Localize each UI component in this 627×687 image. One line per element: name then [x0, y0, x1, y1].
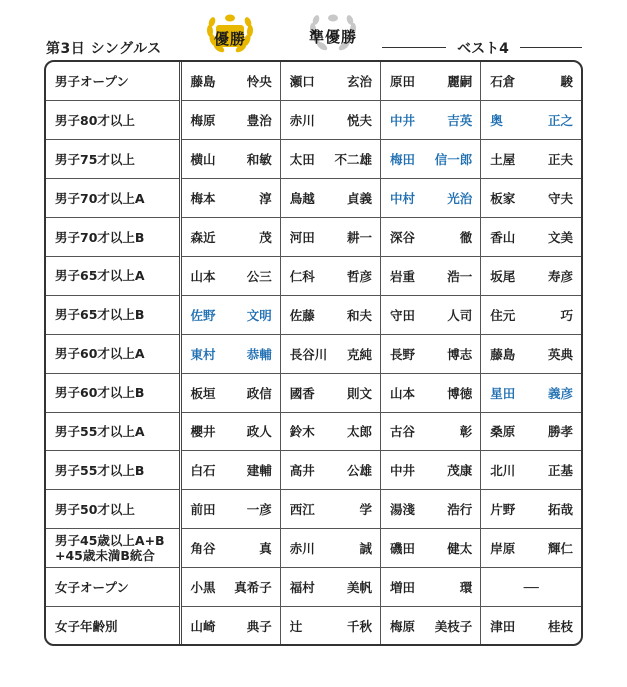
category-label: 男子55才以上B: [55, 462, 145, 478]
table-row: [46, 373, 581, 412]
player-cell: [180, 373, 280, 412]
player-surname: 太田: [289, 152, 315, 168]
player-surname: 中井: [390, 113, 416, 129]
player-surname: 中村: [390, 191, 416, 207]
player-cell: [481, 373, 581, 412]
player-cell: [280, 568, 380, 607]
player-name: [182, 111, 280, 129]
player-name: [182, 539, 280, 557]
player-cell: [280, 140, 380, 179]
player-cell: [280, 451, 380, 490]
player-name: [481, 617, 581, 635]
player-name: [281, 384, 380, 402]
player-given-name: 則文: [346, 385, 372, 401]
category-label: +45歳未満B統合: [55, 548, 155, 564]
player-name: [281, 306, 380, 324]
table-row: [46, 412, 581, 451]
empty-placeholder: ──: [523, 579, 539, 595]
category-cell: [46, 412, 180, 451]
player-surname: 鳥越: [289, 191, 315, 207]
player-surname: 桑原: [490, 424, 516, 440]
player-cell: [180, 490, 280, 529]
player-given-name: 淳: [259, 191, 272, 207]
player-given-name: 哲彦: [346, 268, 372, 284]
player-cell: [280, 256, 380, 295]
player-given-name: 怜央: [246, 74, 272, 90]
player-surname: 奥: [490, 113, 503, 129]
player-surname: 西江: [289, 502, 315, 518]
player-given-name: 耕一: [346, 230, 372, 245]
category-cell: [46, 334, 180, 373]
player-name: [182, 617, 280, 635]
category-label: 男子60才以上B: [55, 385, 145, 401]
player-name: [381, 228, 480, 246]
player-name: [182, 461, 280, 479]
player-cell: [180, 140, 280, 179]
player-surname: 住元: [490, 307, 516, 323]
category-label: 男子75才以上: [55, 151, 135, 167]
player-surname: 前田: [190, 502, 216, 518]
player-cell: [180, 101, 280, 140]
player-surname: 赤川: [289, 541, 315, 557]
player-cell: [180, 451, 280, 490]
player-given-name: 浩行: [447, 502, 473, 518]
player-cell: [481, 529, 581, 568]
table-row: [46, 568, 581, 607]
player-name: [481, 150, 581, 168]
player-cell: [481, 568, 581, 607]
player-surname: 小黒: [190, 580, 216, 596]
player-cell: [481, 334, 581, 373]
player-surname: 長野: [390, 346, 416, 362]
player-name: [281, 539, 380, 557]
category-label: 男子65才以上A: [55, 268, 145, 284]
player-name: [381, 111, 480, 129]
best4-header: [382, 38, 582, 58]
player-name: [182, 500, 280, 518]
player-cell: [381, 140, 481, 179]
category-cell: [46, 490, 180, 529]
table-row: [46, 140, 581, 179]
player-name: [281, 72, 380, 90]
player-given-name: 文美: [547, 230, 573, 245]
player-surname: 梅原: [190, 113, 216, 129]
player-cell: [180, 606, 280, 645]
player-cell: [481, 451, 581, 490]
player-given-name: 巧: [560, 307, 573, 323]
player-cell: [180, 412, 280, 451]
player-given-name: 悦夫: [346, 113, 372, 129]
player-given-name: 真: [259, 541, 272, 557]
player-cell: [381, 256, 481, 295]
player-surname: 岩重: [390, 268, 416, 284]
player-given-name: 和夫: [346, 307, 372, 323]
player-name: [182, 345, 280, 363]
player-surname: 香山: [490, 230, 516, 245]
player-name: [381, 306, 480, 324]
player-name: [281, 617, 380, 635]
player-given-name: 駿: [560, 74, 573, 90]
player-surname: 森近: [190, 230, 216, 245]
player-given-name: 真希子: [234, 580, 272, 596]
player-surname: 湯淺: [390, 502, 416, 518]
player-name: [481, 345, 581, 363]
category-label: 男子55才以上A: [55, 423, 145, 439]
category-cell: [46, 568, 180, 607]
player-name: [381, 578, 480, 596]
player-cell: [381, 218, 481, 257]
player-surname: 高井: [289, 463, 315, 479]
player-given-name: 勝孝: [547, 424, 573, 440]
player-given-name: 光治: [447, 191, 473, 207]
player-given-name: 美帆: [346, 580, 372, 596]
player-given-name: 麗嗣: [447, 74, 473, 90]
player-given-name: 克純: [346, 346, 372, 362]
player-surname: 坂尾: [490, 268, 516, 284]
player-surname: 原田: [390, 74, 416, 90]
player-cell: [381, 606, 481, 645]
player-cell: [280, 373, 380, 412]
table-row: [46, 62, 581, 101]
player-cell: [481, 490, 581, 529]
player-cell: [180, 218, 280, 257]
player-surname: 梅本: [190, 191, 216, 207]
player-name: [481, 72, 581, 90]
player-name: [481, 228, 581, 246]
player-surname: 藤島: [190, 74, 216, 90]
player-cell: [180, 568, 280, 607]
results-table: [44, 60, 583, 646]
player-cell: [481, 412, 581, 451]
table-row: [46, 101, 581, 140]
category-label: 男子70才以上A: [55, 190, 145, 206]
player-given-name: 茂: [259, 230, 272, 245]
player-cell: [280, 529, 380, 568]
player-name: [281, 422, 380, 440]
player-given-name: 太郎: [346, 424, 372, 440]
player-name: [481, 422, 581, 440]
player-given-name: 茂康: [447, 463, 473, 479]
category-label: 男子60才以上A: [55, 346, 145, 362]
player-cell: [180, 62, 280, 101]
category-label: 女子年齢別: [55, 618, 118, 634]
player-surname: 赤川: [289, 113, 315, 129]
player-name: [182, 267, 280, 285]
player-name: [381, 539, 480, 557]
player-given-name: 英典: [547, 346, 573, 362]
player-given-name: 貞義: [346, 191, 372, 207]
player-cell: [180, 529, 280, 568]
player-surname: 河田: [289, 230, 315, 245]
player-given-name: 信一郎: [434, 152, 473, 168]
player-given-name: 徹: [459, 230, 473, 245]
player-cell: [381, 62, 481, 101]
category-cell: [46, 606, 180, 645]
results-grid: [46, 62, 581, 645]
player-name: [381, 500, 480, 518]
player-name: [281, 578, 380, 596]
winner-label: 優勝: [213, 30, 246, 48]
table-row: [46, 451, 581, 490]
player-surname: 津田: [490, 619, 516, 635]
player-surname: 深谷: [390, 230, 416, 245]
player-cell: [180, 179, 280, 218]
category-cell: [46, 179, 180, 218]
player-name: [381, 189, 480, 207]
table-row: [46, 529, 581, 568]
category-cell: [46, 140, 180, 179]
player-surname: 白石: [190, 463, 216, 479]
player-cell: [381, 295, 481, 334]
player-name: [281, 111, 380, 129]
best4-line-left: [382, 47, 446, 48]
player-cell: [481, 218, 581, 257]
player-name: [182, 306, 280, 324]
runnerup-badge: [307, 14, 359, 56]
player-surname: 仁科: [289, 268, 315, 284]
player-surname: 星田: [490, 385, 516, 401]
player-given-name: 健太: [447, 541, 473, 557]
player-cell: [381, 529, 481, 568]
player-surname: 辻: [289, 619, 303, 635]
player-surname: 増田: [390, 580, 416, 596]
player-surname: 長谷川: [289, 346, 328, 362]
player-given-name: 輝仁: [547, 541, 573, 557]
player-surname: 角谷: [190, 541, 216, 557]
player-given-name: 豊治: [246, 113, 272, 129]
category-label: 男子45歳以上A+B: [55, 533, 165, 549]
player-cell: [481, 101, 581, 140]
category-label: 女子オープン: [55, 579, 129, 595]
player-given-name: 人司: [447, 307, 473, 323]
player-given-name: 義彦: [547, 385, 573, 401]
player-given-name: 彰: [459, 424, 473, 440]
category-label: 男子70才以上B: [55, 229, 145, 245]
category-label: 男子50才以上: [55, 501, 135, 517]
player-surname: 山崎: [190, 619, 216, 635]
player-cell: [381, 451, 481, 490]
player-given-name: 一彦: [246, 502, 272, 518]
category-cell: [46, 62, 180, 101]
player-name: [182, 578, 280, 596]
player-cell: [481, 256, 581, 295]
player-name: [481, 461, 581, 479]
player-cell: [280, 490, 380, 529]
table-row: [46, 179, 581, 218]
player-cell: [381, 373, 481, 412]
player-cell: [280, 412, 380, 451]
player-cell: [280, 101, 380, 140]
best4-label: ベスト4: [457, 41, 509, 57]
player-name: [281, 345, 380, 363]
player-given-name: 文明: [246, 307, 272, 323]
player-given-name: 美枝子: [434, 619, 473, 635]
player-name: [481, 384, 581, 402]
player-given-name: 誠: [359, 541, 372, 557]
player-surname: 板家: [490, 191, 516, 207]
player-given-name: 典子: [246, 619, 272, 635]
player-surname: 梅原: [390, 619, 416, 635]
player-name: [182, 150, 280, 168]
player-surname: 櫻井: [190, 424, 216, 440]
player-cell: [180, 295, 280, 334]
player-name: [281, 189, 380, 207]
player-given-name: 不二雄: [334, 152, 372, 168]
player-name: [481, 500, 581, 518]
player-name: [182, 189, 280, 207]
player-given-name: 玄治: [346, 74, 372, 90]
player-surname: 中井: [390, 463, 416, 479]
player-cell: [481, 179, 581, 218]
player-surname: 岸原: [490, 541, 516, 557]
category-label: 男子65才以上B: [55, 307, 145, 323]
player-cell: [280, 295, 380, 334]
player-given-name: 桂枝: [547, 619, 573, 635]
table-row: [46, 295, 581, 334]
page-title: 第3日 シングルス: [46, 41, 162, 57]
table-row: [46, 606, 581, 645]
player-given-name: 公三: [246, 268, 272, 284]
player-cell: [280, 179, 380, 218]
category-cell: [46, 373, 180, 412]
player-cell: [381, 412, 481, 451]
player-surname: 瀬口: [289, 74, 315, 90]
player-name: [481, 111, 581, 129]
player-surname: 福村: [289, 580, 315, 596]
player-name: [281, 500, 380, 518]
player-given-name: 環: [459, 580, 473, 596]
player-name: [381, 267, 480, 285]
player-name: [381, 72, 480, 90]
player-name: [281, 150, 380, 168]
player-name: [381, 345, 480, 363]
player-given-name: 博徳: [447, 385, 473, 401]
player-given-name: 政信: [246, 385, 272, 401]
runnerup-label: 準優勝: [308, 28, 357, 46]
player-cell: [481, 295, 581, 334]
category-cell: [46, 256, 180, 295]
player-given-name: 政人: [246, 424, 272, 440]
player-given-name: 恭輔: [246, 346, 272, 362]
player-name: [182, 384, 280, 402]
category-cell: [46, 101, 180, 140]
player-name: [281, 267, 380, 285]
player-surname: 板垣: [190, 385, 216, 401]
player-cell: [381, 490, 481, 529]
player-given-name: 学: [359, 502, 372, 518]
player-given-name: 拓哉: [547, 502, 573, 518]
player-given-name: 建輔: [246, 463, 272, 479]
player-name: [182, 422, 280, 440]
player-surname: 國香: [289, 385, 315, 401]
player-surname: 東村: [190, 346, 216, 362]
player-surname: 守田: [390, 307, 416, 323]
player-name: [182, 72, 280, 90]
player-surname: 片野: [490, 502, 516, 518]
player-cell: [481, 140, 581, 179]
category-label: 男子80才以上: [55, 112, 135, 128]
table-row: [46, 490, 581, 529]
player-surname: 佐野: [190, 307, 216, 323]
player-cell: [381, 179, 481, 218]
winner-badge: [204, 14, 256, 56]
player-surname: 石倉: [490, 74, 516, 90]
best4-line-right: [520, 47, 582, 48]
player-given-name: 正基: [547, 463, 573, 479]
table-row: [46, 218, 581, 257]
player-surname: 磯田: [390, 541, 416, 557]
category-cell: [46, 529, 180, 568]
player-given-name: 寿彦: [547, 268, 573, 284]
player-cell: [280, 606, 380, 645]
player-cell: [481, 606, 581, 645]
player-surname: 山本: [190, 268, 216, 284]
player-given-name: 吉英: [447, 113, 473, 129]
player-cell: [481, 62, 581, 101]
player-cell: [280, 334, 380, 373]
player-cell: [280, 62, 380, 101]
player-name: [481, 189, 581, 207]
player-name: [182, 228, 280, 246]
player-surname: 古谷: [390, 424, 416, 440]
player-name: [381, 422, 480, 440]
table-row: [46, 256, 581, 295]
player-given-name: 正之: [547, 113, 573, 129]
player-name: [281, 228, 380, 246]
player-name: [281, 461, 380, 479]
player-name: [381, 384, 480, 402]
table-row: [46, 334, 581, 373]
player-name: [481, 306, 581, 324]
player-given-name: 浩一: [447, 268, 473, 284]
player-given-name: 正夫: [547, 152, 573, 168]
player-name: [381, 617, 480, 635]
player-surname: 鈴木: [289, 424, 315, 440]
player-cell: [381, 568, 481, 607]
player-given-name: 博志: [447, 346, 473, 362]
player-surname: 山本: [390, 385, 416, 401]
player-cell: [280, 218, 380, 257]
category-cell: [46, 295, 180, 334]
player-given-name: 和敏: [246, 152, 272, 168]
player-surname: 梅田: [390, 152, 416, 168]
player-name: [481, 539, 581, 557]
player-surname: 佐藤: [289, 307, 315, 323]
player-given-name: 千秋: [346, 619, 372, 635]
category-cell: [46, 218, 180, 257]
player-cell: [180, 334, 280, 373]
category-cell: [46, 451, 180, 490]
results-body: [46, 62, 581, 645]
player-name: [381, 150, 480, 168]
player-given-name: 守夫: [547, 191, 573, 207]
player-given-name: 公雄: [346, 463, 372, 479]
player-surname: 横山: [190, 152, 216, 168]
player-name: [481, 267, 581, 285]
player-cell: [180, 256, 280, 295]
player-name: [381, 461, 480, 479]
player-surname: 土屋: [490, 152, 516, 168]
player-cell: [381, 101, 481, 140]
category-label: 男子オープン: [55, 73, 129, 89]
player-surname: 藤島: [490, 346, 516, 362]
player-cell: [381, 334, 481, 373]
player-surname: 北川: [490, 463, 516, 479]
